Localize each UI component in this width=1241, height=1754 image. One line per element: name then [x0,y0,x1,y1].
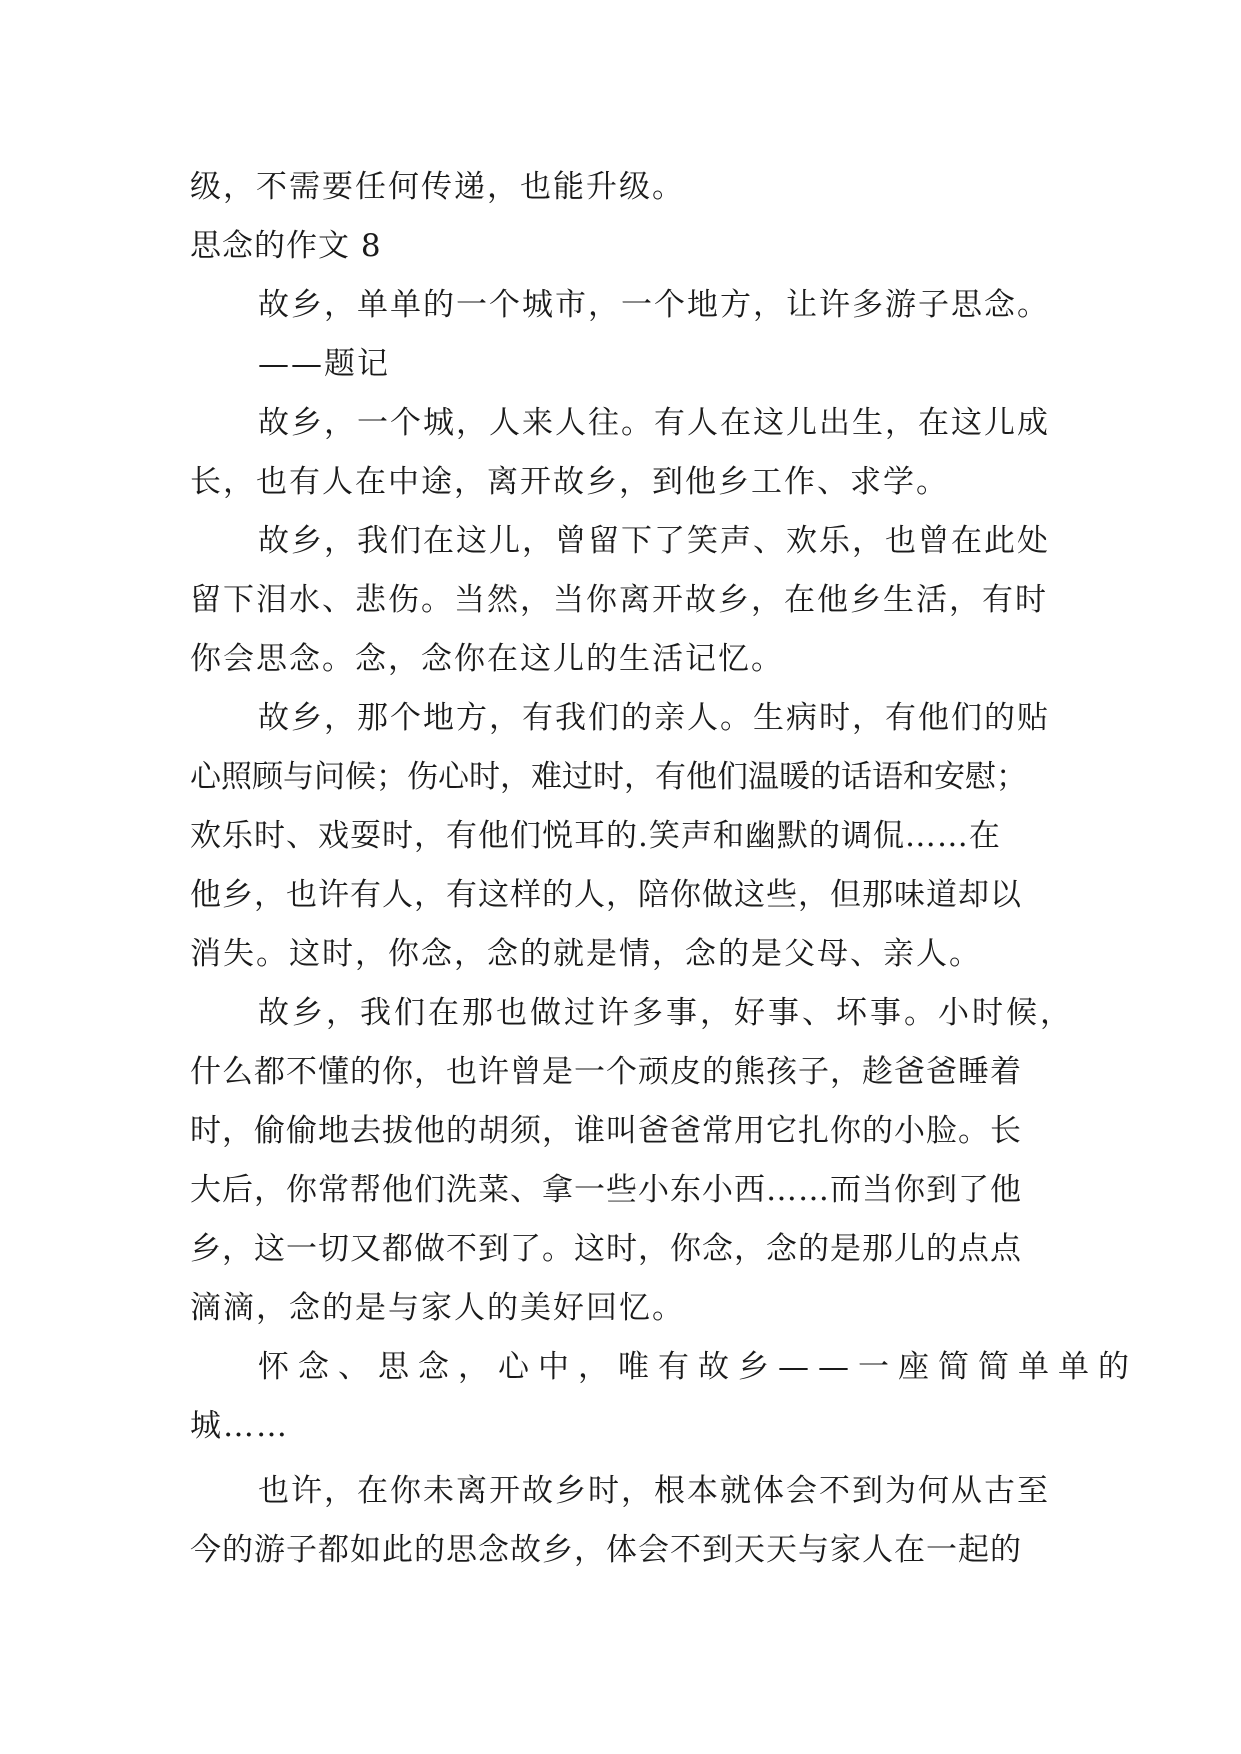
paragraph-line: 故乡，我们在这儿，曾留下了笑声、欢乐，也曾在此处 [258,523,1050,559]
document-body [190,158,1138,1580]
paragraph-line: 时，偷偷地去拔他的胡须，谁叫爸爸常用它扎你的小脸。长 [190,1113,1022,1149]
paragraph-line: 故乡，那个地方，有我们的亲人。生病时，有他们的贴 [258,700,1050,736]
epigraph-line: 故乡，单单的一个城市，一个地方，让许多游子思念。 [258,287,1050,323]
paragraph-line: 城…… [190,1408,289,1444]
paragraph-line: 滴滴，念的是与家人的美好回忆。 [190,1290,685,1326]
paragraph-line: 留下泪水、悲伤。当然，当你离开故乡，在他乡生活，有时 [190,582,1048,618]
paragraph-line: 大后，你常帮他们洗菜、拿一些小东小西……而当你到了他 [190,1172,1022,1208]
paragraph-line: 欢乐时、戏耍时，有他们悦耳的.笑声和幽默的调侃……在 [190,818,1001,854]
paragraph-line: 心照顾与问候；伤心时，难过时，有他们温暖的话语和安慰； [190,759,1027,795]
paragraph-line: 也许，在你未离开故乡时，根本就体会不到为何从古至 [258,1473,1050,1509]
paragraph-line: 故乡，一个城，人来人往。有人在这儿出生，在这儿成 [258,405,1050,441]
section-title: 思念的作文 8 [190,228,382,264]
paragraph-line: 长，也有人在中途，离开故乡，到他乡工作、求学。 [190,464,949,500]
epigraph-attribution: ——题记 [258,346,390,382]
paragraph-line: 怀念、思念，心中，唯有故乡——一座简简单单的 [258,1349,1138,1385]
paragraph-line: 今的游子都如此的思念故乡，体会不到天天与家人在一起的 [190,1532,1022,1568]
paragraph-line: 乡，这一切又都做不到了。这时，你念，念的是那儿的点点 [190,1231,1022,1267]
paragraph-line: 故乡，我们在那也做过许多事，好事、坏事。小时候， [258,995,1074,1031]
paragraph-line: 他乡，也许有人，有这样的人，陪你做这些，但那味道却以 [190,877,1022,913]
paragraph-line: 你会思念。念，念你在这儿的生活记忆。 [190,641,784,677]
paragraph-line: 消失。这时，你念，念的就是情，念的是父母、亲人。 [190,936,982,972]
text-line: 级，不需要任何传递，也能升级。 [190,169,685,205]
paragraph-line: 什么都不懂的你，也许曾是一个顽皮的熊孩子，趁爸爸睡着 [190,1054,1022,1090]
